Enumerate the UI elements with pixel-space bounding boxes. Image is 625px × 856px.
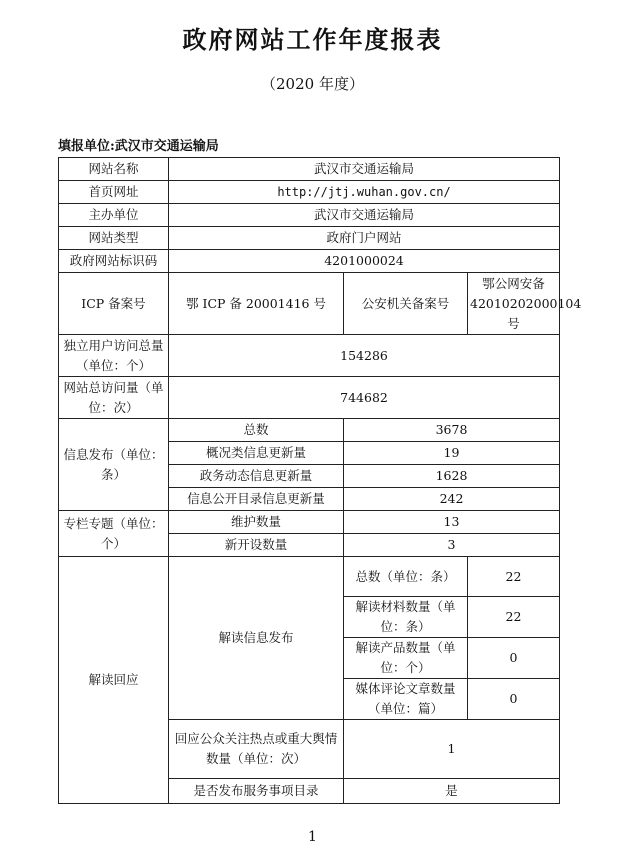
interpretation-item-label: 解读材料数量（单位：条） (344, 597, 468, 638)
page-title: 政府网站工作年度报表 (182, 25, 443, 54)
filing-unit: 填报单位:武汉市交通运输局 (58, 139, 219, 154)
page-number: 1 (308, 829, 317, 845)
table-row (59, 335, 560, 377)
police-record-value: 鄂公网安备 42010202000104 号 (468, 273, 560, 335)
unique-visitors-value: 154286 (169, 335, 560, 377)
site-type-label: 网站类型 (59, 227, 169, 250)
table-row (59, 419, 560, 442)
table-row (59, 204, 560, 227)
table-row (59, 557, 560, 597)
columns-item-value: 13 (344, 511, 560, 534)
site-id-value: 4201000024 (169, 250, 560, 273)
service-catalog-value: 是 (344, 779, 560, 804)
info-release-item-value: 242 (344, 488, 560, 511)
site-type-value: 政府门户网站 (169, 227, 560, 250)
info-release-item-label: 总数 (169, 419, 344, 442)
annual-report-table (58, 157, 582, 804)
unique-visitors-label: 独立用户访问总量（单位：个） (59, 335, 169, 377)
report-year: （2020 年度） (261, 75, 364, 93)
interpretation-item-value: 22 (468, 597, 560, 638)
columns-item-label: 新开设数量 (169, 534, 344, 557)
info-release-item-value: 19 (344, 442, 560, 465)
table-row (59, 181, 560, 204)
interpretation-item-label: 媒体评论文章数量（单位：篇） (344, 679, 468, 720)
sponsor-label: 主办单位 (59, 204, 169, 227)
icp-value: 鄂 ICP 备 20001416 号 (169, 273, 344, 335)
table-row (59, 227, 560, 250)
table-row (59, 511, 560, 534)
info-release-label: 信息发布（单位：条） (59, 419, 169, 511)
columns-label: 专栏专题（单位：个） (59, 511, 169, 557)
icp-label: ICP 备案号 (59, 273, 169, 335)
table-row (59, 377, 560, 419)
hotspot-value: 1 (344, 720, 560, 779)
site-name-label: 网站名称 (59, 158, 169, 181)
police-record-label: 公安机关备案号 (344, 273, 468, 335)
interpretation-item-label: 解读产品数量（单位：个） (344, 638, 468, 679)
info-release-item-label: 信息公开目录信息更新量 (169, 488, 344, 511)
info-release-item-label: 概况类信息更新量 (169, 442, 344, 465)
info-release-item-value: 1628 (344, 465, 560, 488)
sponsor-value: 武汉市交通运输局 (169, 204, 560, 227)
total-visits-label: 网站总访问量（单位：次） (59, 377, 169, 419)
interpretation-item-value: 22 (468, 557, 560, 597)
homepage-label: 首页网址 (59, 181, 169, 204)
hotspot-label: 回应公众关注热点或重大舆情数量（单位：次） (169, 720, 344, 779)
table-row (59, 158, 560, 181)
service-catalog-label: 是否发布服务事项目录 (169, 779, 344, 804)
total-visits-value: 744682 (169, 377, 560, 419)
homepage-url[interactable]: http://jtj.wuhan.gov.cn/ (169, 181, 560, 204)
interpretation-label: 解读回应 (59, 557, 169, 804)
table-row (59, 273, 560, 335)
columns-item-label: 维护数量 (169, 511, 344, 534)
info-release-item-value: 3678 (344, 419, 560, 442)
site-id-label: 政府网站标识码 (59, 250, 169, 273)
site-name-value: 武汉市交通运输局 (169, 158, 560, 181)
info-release-item-label: 政务动态信息更新量 (169, 465, 344, 488)
interpretation-sub-label: 解读信息发布 (169, 557, 344, 720)
interpretation-item-label: 总数（单位：条） (344, 557, 468, 597)
columns-item-value: 3 (344, 534, 560, 557)
interpretation-item-value: 0 (468, 679, 560, 720)
table-row (59, 250, 560, 273)
interpretation-item-value: 0 (468, 638, 560, 679)
